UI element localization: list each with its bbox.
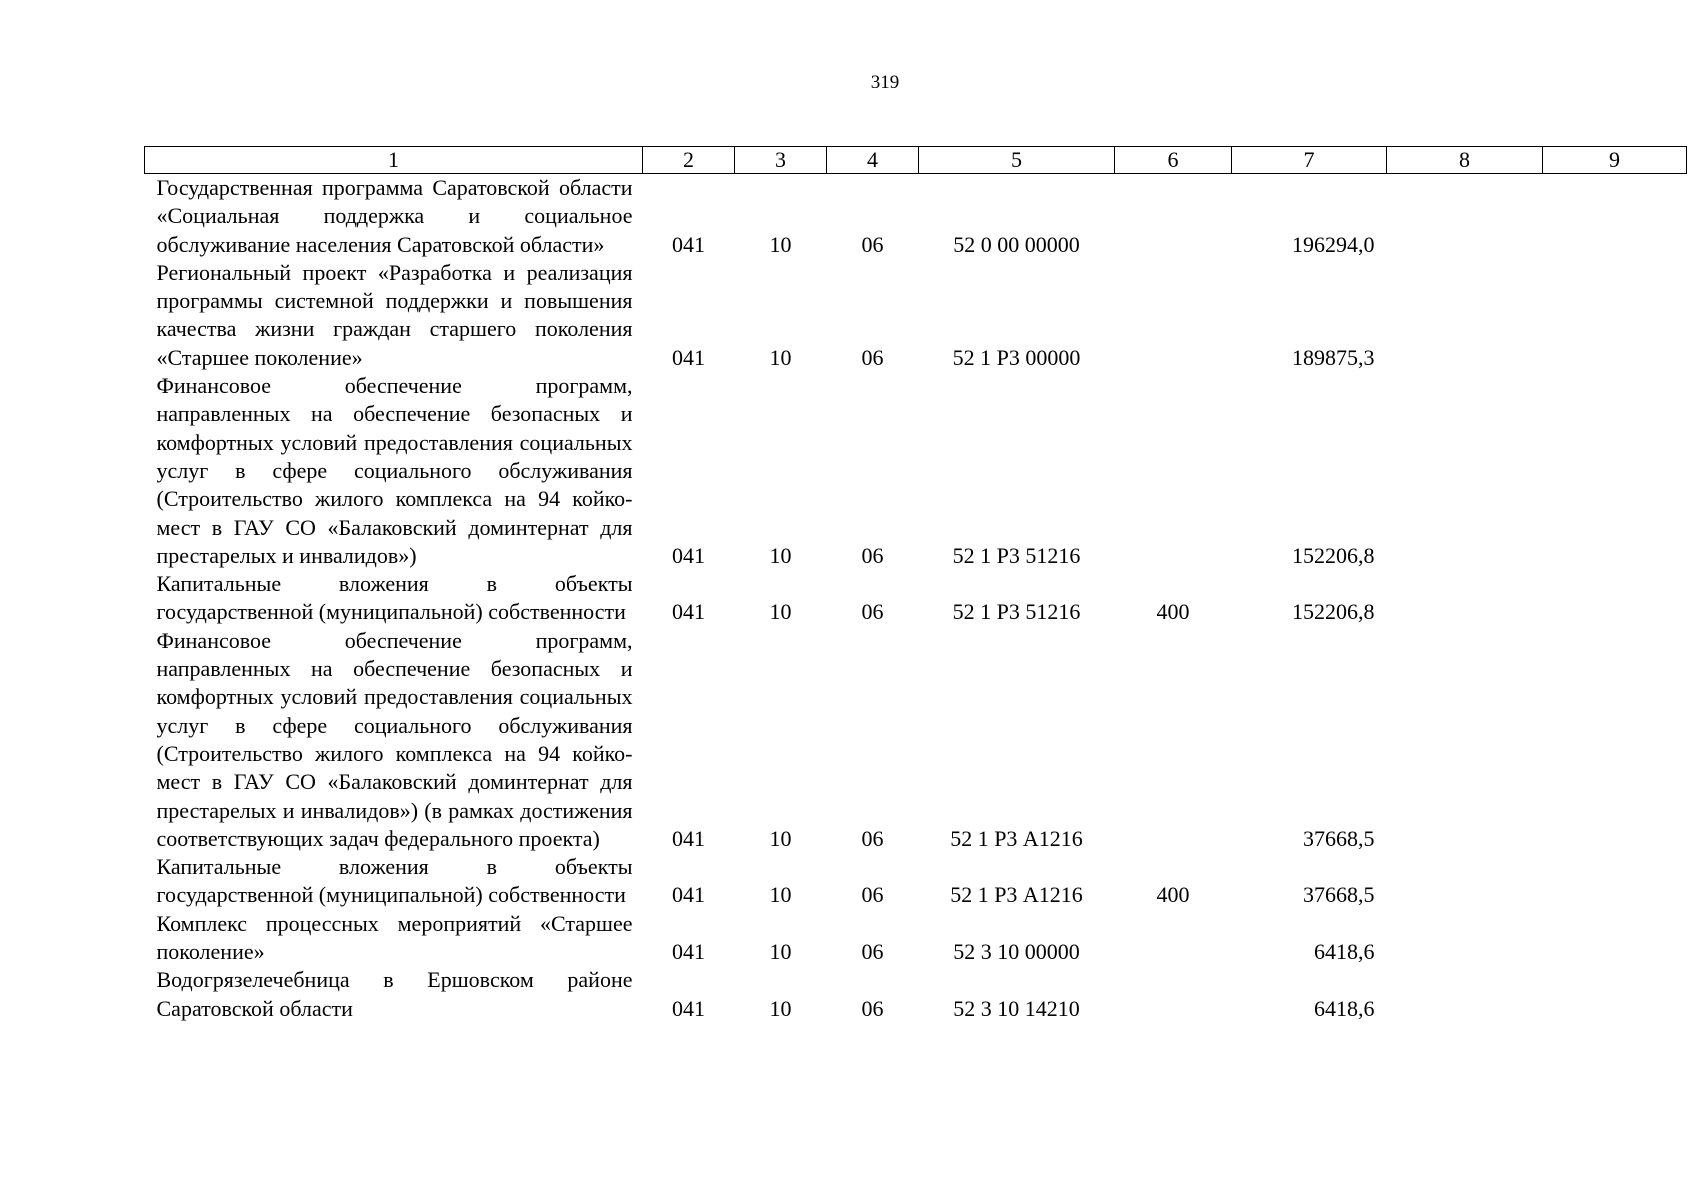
table-row — [145, 910, 1687, 967]
row-name: Водогрязелечебница в Ершовском районе Саратовской области — [156, 967, 633, 1021]
row-target-article: 52 3 10 00000 — [953, 939, 1080, 965]
row-target-article: 52 1 Р3 00000 — [952, 344, 1081, 370]
row-code-ministry: 041 — [672, 825, 705, 851]
row-code-ministry: 041 — [672, 231, 705, 257]
column-header-3: 3 — [735, 147, 827, 174]
row-name: Региональный проект «Разработка и реализация программы системной поддержки и повышения качества жизни граждан старшего поколения «Старшее поколение» — [156, 259, 633, 370]
row-col8 — [1387, 966, 1543, 1023]
row-amount: 189875,3 — [1292, 344, 1375, 370]
row-col9 — [1543, 372, 1687, 570]
table-row — [145, 372, 1687, 570]
row-target-article: 52 3 10 14210 — [953, 995, 1080, 1021]
row-code-ministry: 041 — [672, 599, 705, 625]
row-expense-type — [1115, 627, 1232, 853]
row-col8 — [1387, 259, 1543, 372]
row-target-article: 52 1 Р3 51216 — [952, 542, 1081, 568]
row-col8 — [1387, 570, 1543, 627]
row-col9 — [1543, 966, 1687, 1023]
row-code-section: 10 — [769, 599, 792, 625]
row-target-article: 52 1 Р3 А1216 — [950, 825, 1083, 851]
header-row — [145, 147, 1687, 174]
table-body — [145, 174, 1687, 1023]
table-header — [145, 147, 1687, 174]
column-header-4: 4 — [827, 147, 919, 174]
row-name: Финансовое обеспечение программ, направленных на обеспечение безопасных и комфортных условий предоставления социальных услуг в сфере социального обслуживания (Строительство жилого комплекса на 94 койко-мест в ГАУ СО «Балаковский доминтернат для престарелых и инвалидов») (в рамках достижения соответствующих задач федерального проекта) — [156, 627, 633, 851]
row-col9 — [1543, 910, 1687, 967]
row-amount: 152206,8 — [1292, 599, 1375, 625]
row-code-section: 10 — [769, 939, 792, 965]
column-header-1: 1 — [145, 147, 643, 174]
row-code-section: 10 — [769, 995, 792, 1021]
row-expense-type — [1115, 372, 1232, 570]
row-name: Комплекс процессных мероприятий «Старшее поколение» — [156, 910, 633, 965]
row-amount: 37668,5 — [1303, 882, 1375, 908]
row-amount: 196294,0 — [1292, 231, 1375, 257]
row-col9 — [1543, 853, 1687, 910]
row-code-section: 10 — [769, 825, 792, 851]
row-code-ministry: 041 — [672, 882, 705, 908]
row-name: Капитальные вложения в объекты государственной (муниципальной) собственности — [156, 854, 633, 908]
row-code-subsection: 06 — [861, 231, 884, 257]
row-code-subsection: 06 — [861, 995, 884, 1021]
budget-table — [144, 146, 1687, 1023]
row-amount: 152206,8 — [1292, 542, 1375, 568]
row-target-article: 52 1 Р3 51216 — [952, 599, 1081, 625]
row-col9 — [1543, 627, 1687, 853]
table-row — [145, 570, 1687, 627]
row-amount: 6418,6 — [1314, 939, 1375, 965]
row-code-section: 10 — [769, 542, 792, 568]
row-code-subsection: 06 — [861, 882, 884, 908]
row-code-section: 10 — [769, 231, 792, 257]
row-name: Государственная программа Саратовской области «Социальная поддержка и социальное обслуживание населения Саратовской области» — [156, 175, 633, 257]
row-amount: 37668,5 — [1303, 825, 1375, 851]
row-col8 — [1387, 174, 1543, 259]
row-expense-type — [1115, 966, 1232, 1023]
row-col9 — [1543, 259, 1687, 372]
table-row — [145, 966, 1687, 1023]
row-name: Капитальные вложения в объекты государственной (муниципальной) собственности — [156, 571, 633, 625]
row-col8 — [1387, 910, 1543, 967]
row-expense-type: 400 — [1156, 599, 1190, 625]
column-header-2: 2 — [643, 147, 735, 174]
row-code-section: 10 — [769, 882, 792, 908]
row-code-subsection: 06 — [861, 542, 884, 568]
row-expense-type: 400 — [1156, 882, 1190, 908]
column-header-8: 8 — [1387, 147, 1543, 174]
row-code-subsection: 06 — [861, 344, 884, 370]
row-target-article: 52 0 00 00000 — [953, 231, 1080, 257]
column-header-7: 7 — [1232, 147, 1387, 174]
row-expense-type — [1115, 174, 1232, 259]
row-expense-type — [1115, 259, 1232, 372]
column-header-6: 6 — [1115, 147, 1232, 174]
page-number: 319 — [870, 72, 900, 93]
row-col9 — [1543, 570, 1687, 627]
row-amount: 6418,6 — [1314, 995, 1375, 1021]
row-code-ministry: 041 — [672, 542, 705, 568]
row-code-section: 10 — [769, 344, 792, 370]
row-code-ministry: 041 — [672, 344, 705, 370]
row-code-subsection: 06 — [861, 599, 884, 625]
table-row — [145, 853, 1687, 910]
row-code-subsection: 06 — [861, 825, 884, 851]
row-target-article: 52 1 Р3 А1216 — [950, 882, 1083, 908]
row-code-subsection: 06 — [861, 939, 884, 965]
row-col8 — [1387, 372, 1543, 570]
table-row — [145, 174, 1687, 259]
column-header-5: 5 — [919, 147, 1115, 174]
row-col9 — [1543, 174, 1687, 259]
column-header-9: 9 — [1543, 147, 1687, 174]
row-code-ministry: 041 — [672, 995, 705, 1021]
row-name: Финансовое обеспечение программ, направленных на обеспечение безопасных и комфортных условий предоставления социальных услуг в сфере социального обслуживания (Строительство жилого комплекса на 94 койко-мест в ГАУ СО «Балаковский доминтернат для престарелых и инвалидов») — [156, 373, 633, 568]
row-col8 — [1387, 853, 1543, 910]
row-col8 — [1387, 627, 1543, 853]
row-expense-type — [1115, 910, 1232, 967]
table-row — [145, 627, 1687, 853]
table-row — [145, 259, 1687, 372]
row-code-ministry: 041 — [672, 939, 705, 965]
